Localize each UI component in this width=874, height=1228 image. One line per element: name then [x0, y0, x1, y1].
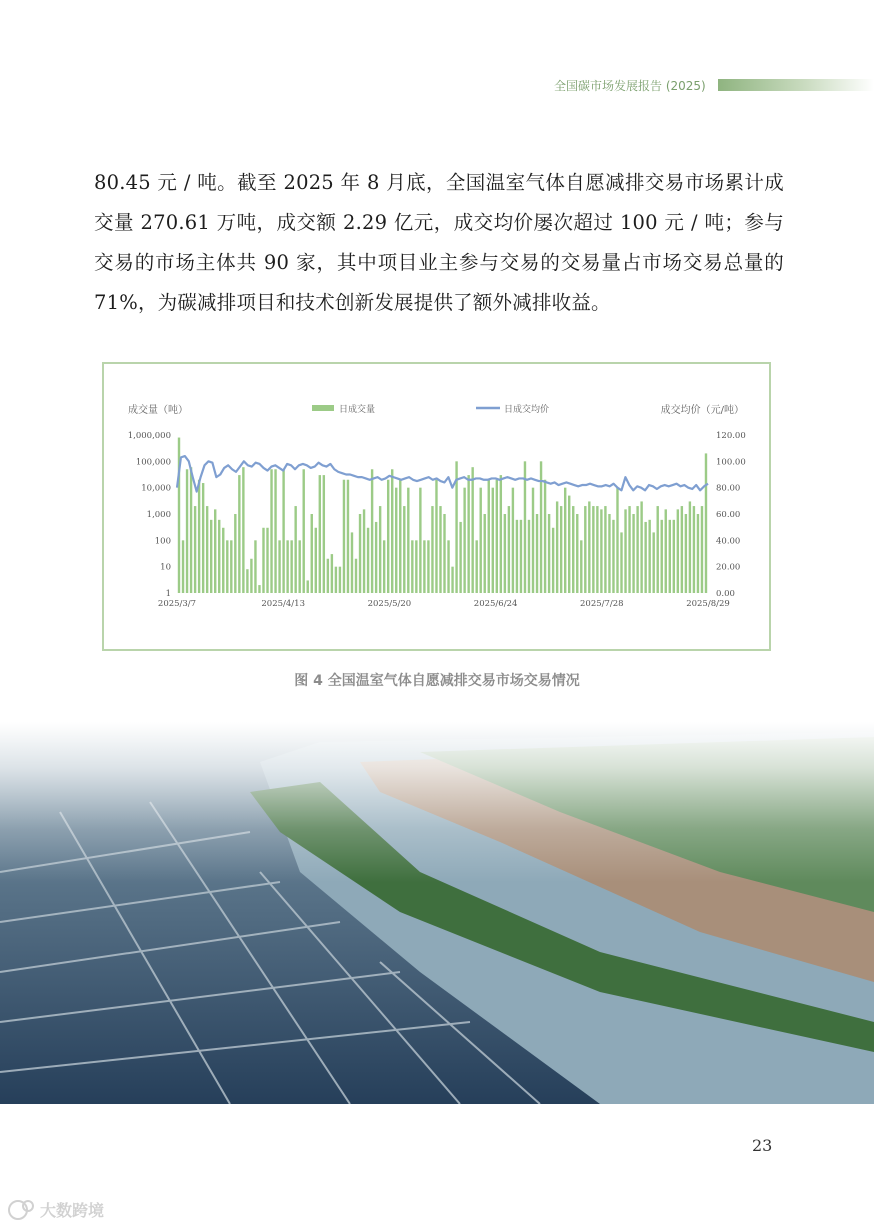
- right-tick-label: 20.00: [716, 562, 741, 573]
- volume-bar: [286, 540, 288, 593]
- volume-bar: [387, 480, 389, 593]
- volume-bar: [443, 514, 445, 593]
- volume-bar: [395, 488, 397, 593]
- volume-bar: [640, 501, 642, 593]
- volume-bar: [234, 514, 236, 593]
- legend-line-label: 日成交均价: [504, 405, 550, 415]
- volume-bar: [335, 567, 337, 593]
- figure-caption: 图 4 全国温室气体自愿减排交易市场交易情况: [294, 673, 580, 689]
- volume-bar: [383, 540, 385, 593]
- volume-bar: [379, 506, 381, 593]
- volume-bar: [319, 475, 321, 593]
- volume-bar: [190, 467, 192, 593]
- volume-bar: [206, 506, 208, 593]
- volume-bar: [480, 488, 482, 593]
- volume-bar: [504, 514, 506, 593]
- volume-bar: [616, 488, 618, 593]
- right-tick-label: 120.00: [716, 431, 746, 441]
- volume-bar: [620, 532, 622, 593]
- volume-bar: [459, 522, 461, 593]
- volume-bar: [681, 506, 683, 593]
- left-tick-label: 10: [160, 562, 171, 573]
- volume-bar: [278, 540, 280, 593]
- volume-bar: [210, 520, 212, 593]
- volume-bar: [419, 488, 421, 593]
- volume-bar: [198, 480, 200, 593]
- volume-bar: [536, 514, 538, 593]
- volume-bar: [580, 540, 582, 593]
- volume-bar: [399, 480, 401, 593]
- volume-bar: [258, 585, 260, 593]
- volume-bar: [500, 475, 502, 593]
- volume-bar: [705, 453, 707, 593]
- volume-bar: [576, 514, 578, 593]
- volume-bar: [391, 469, 393, 593]
- volume-bar: [347, 480, 349, 593]
- volume-bar: [608, 514, 610, 593]
- x-tick-label: 2025/8/29: [686, 599, 730, 609]
- page-number: 23: [752, 1136, 773, 1155]
- left-tick-label: 1,000,000: [127, 431, 171, 441]
- volume-bar: [343, 480, 345, 593]
- volume-bar: [584, 506, 586, 593]
- volume-bar: [624, 509, 626, 593]
- volume-bar: [367, 528, 369, 593]
- volume-bar: [520, 520, 522, 593]
- volume-bar: [262, 528, 264, 593]
- right-tick-label: 100.00: [716, 457, 746, 468]
- left-axis-label: 成交量（吨）: [128, 405, 188, 416]
- x-tick-label: 2025/6/24: [473, 599, 518, 609]
- right-tick-label: 0.00: [716, 589, 735, 599]
- volume-bar: [226, 540, 228, 593]
- volume-bar: [403, 506, 405, 593]
- volume-bar: [693, 506, 695, 593]
- volume-bar: [254, 540, 256, 593]
- volume-bar: [311, 514, 313, 593]
- x-tick-label: 2025/5/20: [367, 599, 412, 609]
- volume-bar: [560, 506, 562, 593]
- volume-bar: [230, 540, 232, 593]
- volume-bar: [182, 540, 184, 593]
- volume-bar: [685, 514, 687, 593]
- volume-bar: [467, 475, 469, 593]
- volume-bar: [327, 559, 329, 593]
- volume-bar: [677, 509, 679, 593]
- x-tick-label: 2025/3/7: [157, 599, 197, 609]
- volume-bar: [588, 501, 590, 593]
- volume-bar: [652, 532, 654, 593]
- volume-bar: [375, 522, 377, 593]
- volume-bar: [552, 528, 554, 593]
- left-tick-label: 10,000: [141, 483, 171, 494]
- volume-bar: [508, 506, 510, 593]
- volume-bar: [294, 506, 296, 593]
- volume-bar: [604, 506, 606, 593]
- volume-bar: [439, 506, 441, 593]
- volume-bar: [556, 501, 558, 593]
- volume-bar: [214, 509, 216, 593]
- volume-bar: [411, 540, 413, 593]
- aerial-coast-photo: [0, 722, 874, 1104]
- volume-bar: [689, 501, 691, 593]
- legend-bar-swatch: [312, 405, 334, 411]
- volume-bar: [463, 488, 465, 593]
- volume-bar: [270, 469, 272, 593]
- volume-bar: [339, 567, 341, 593]
- right-tick-label: 40.00: [716, 536, 741, 547]
- volume-bar: [202, 483, 204, 593]
- x-tick-label: 2025/7/28: [580, 599, 624, 609]
- volume-bar: [475, 540, 477, 593]
- volume-bar: [218, 520, 220, 593]
- volume-bar: [355, 559, 357, 593]
- body-paragraph: 80.45 元 / 吨。截至 2025 年 8 月底，全国温室气体自愿减排交易市场累计成交量 270.61 万吨，成交额 2.29 亿元，成交均价屡次超过 100 元 / 吨；参与交易的市场主体共 90 家，其中项目业主参与交易的交易量占市场交易总量的 71%，为碳减排项目和技术创新发展提供了额外减排收益。: [94, 171, 784, 314]
- volume-bar: [592, 506, 594, 593]
- volume-bar: [371, 469, 373, 593]
- report-header-title: 全国碳市场发展报告 (2025): [554, 79, 706, 93]
- volume-bar: [274, 469, 276, 593]
- header-accent-bar: [718, 79, 874, 91]
- volume-bar: [194, 506, 196, 593]
- right-tick-label: 60.00: [716, 510, 741, 520]
- volume-bar: [222, 528, 224, 593]
- svg-text:大数跨境: 大数跨境: [40, 1201, 105, 1220]
- legend-bar-label: 日成交量: [339, 405, 376, 415]
- volume-bar: [532, 488, 534, 593]
- volume-bar: [548, 514, 550, 593]
- volume-bar: [632, 514, 634, 593]
- right-axis-label: 成交均价（元/吨）: [660, 405, 744, 416]
- volume-bar: [451, 567, 453, 593]
- volume-bar: [568, 496, 570, 593]
- volume-bar: [423, 540, 425, 593]
- volume-bar: [628, 506, 630, 593]
- volume-bar: [516, 520, 518, 593]
- volume-bar: [323, 475, 325, 593]
- volume-bar: [657, 506, 659, 593]
- volume-bar: [307, 580, 309, 593]
- volume-bar: [701, 506, 703, 593]
- volume-bar: [250, 559, 252, 593]
- volume-bar: [512, 488, 514, 593]
- volume-bar: [427, 540, 429, 593]
- price-line: [177, 456, 708, 492]
- volume-bar: [266, 528, 268, 593]
- volume-bar: [596, 506, 598, 593]
- volume-bar: [435, 480, 437, 593]
- volume-bar: [600, 509, 602, 593]
- volume-bar: [488, 480, 490, 593]
- left-tick-label: 100: [154, 536, 171, 547]
- volume-bar: [363, 509, 365, 593]
- volume-bar: [528, 520, 530, 593]
- volume-bar: [431, 506, 433, 593]
- volume-bar: [697, 514, 699, 593]
- volume-bar: [665, 509, 667, 593]
- volume-bar: [648, 520, 650, 593]
- volume-bar: [544, 480, 546, 593]
- volume-bar: [359, 514, 361, 593]
- right-tick-label: 80.00: [716, 483, 741, 494]
- trading-chart-svg: [104, 364, 769, 649]
- left-tick-label: 100,000: [135, 457, 171, 468]
- left-tick-label: 1: [165, 589, 171, 599]
- volume-bar: [447, 540, 449, 593]
- volume-bar: [673, 520, 675, 593]
- volume-bar: [524, 461, 526, 593]
- volume-bar: [484, 514, 486, 593]
- volume-bar: [612, 520, 614, 593]
- volume-bar: [351, 532, 353, 593]
- volume-bar: [290, 540, 292, 593]
- volume-bar: [564, 488, 566, 593]
- volume-bar: [644, 522, 646, 593]
- volume-bar: [246, 569, 248, 593]
- volume-bar: [572, 506, 574, 593]
- volume-bar: [471, 467, 473, 593]
- volume-bar: [492, 488, 494, 593]
- volume-bar: [331, 554, 333, 593]
- volume-bar: [303, 469, 305, 593]
- trading-chart: [102, 362, 771, 651]
- left-tick-label: 1,000: [146, 510, 171, 520]
- volume-bar: [315, 528, 317, 593]
- volume-bar: [496, 480, 498, 593]
- volume-bar: [282, 469, 284, 593]
- watermark-logo: [6, 1196, 126, 1224]
- volume-bar: [661, 520, 663, 593]
- volume-bar: [636, 506, 638, 593]
- x-tick-label: 2025/4/13: [261, 599, 305, 609]
- volume-bar: [186, 469, 188, 593]
- volume-bar: [407, 488, 409, 593]
- volume-bar: [415, 540, 417, 593]
- volume-bar: [298, 540, 300, 593]
- volume-bar: [238, 475, 240, 593]
- volume-bar: [669, 520, 671, 593]
- volume-bar: [242, 467, 244, 593]
